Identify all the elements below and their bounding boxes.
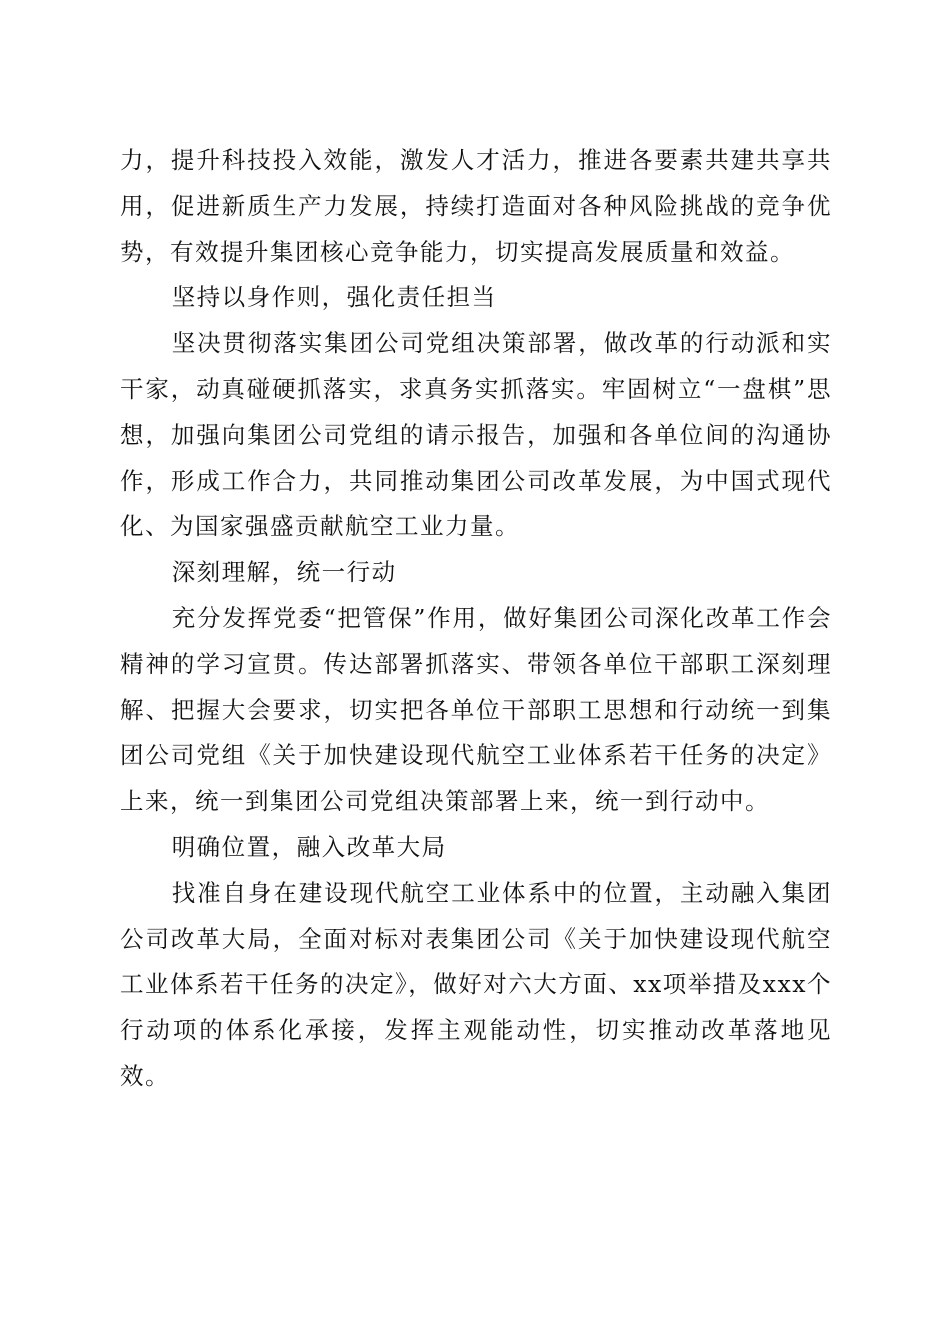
paragraph-reform-position: 找准自身在建设现代航空工业体系中的位置，主动融入集团公司改革大局，全面对标对表集团公司《关于加快建设现代航空工业体系若干任务的决定》，做好对六大方面、xx项举措及xxx个行动项的体系化承接，发挥主观能动性，切实推动改革落地见效。 [120, 878, 833, 1090]
section-heading-reform-position: 明确位置，融入改革大局 [171, 832, 447, 861]
document-body [120, 138, 832, 1100]
section-heading-unified-action: 深刻理解，统一行动 [171, 558, 397, 587]
paragraph-lead-by-example: 坚决贯彻落实集团公司党组决策部署，做改革的行动派和实干家，动真碰硬抓落实，求真务实抓落实。牢固树立“一盘棋”思想，加强向集团公司党组的请示报告，加强和各单位间的沟通协作，形成工作合力，共同推动集团公司改革发展，为中国式现代化、为国家强盛贡献航空工业力量。 [120, 329, 832, 541]
paragraph-unified-action: 充分发挥党委“把管保”作用，做好集团公司深化改革工作会精神的学习宣贯。传达部署抓落实、带领各单位干部职工深刻理解、把握大会要求，切实把各单位干部职工思想和行动统一到集团公司党组《关于加快建设现代航空工业体系若干任务的决定》上来，统一到集团公司党组决策部署上来，统一到行动中。 [120, 603, 832, 816]
paragraph-continued: 力，提升科技投入效能，激发人才活力，推进各要素共建共享共用，促进新质生产力发展，持续打造面对各种风险挑战的竞争优势，有效提升集团核心竞争能力，切实提高发展质量和效益。 [120, 146, 832, 266]
section-heading-lead-by-example: 坚持以身作则，强化责任担当 [171, 283, 497, 312]
